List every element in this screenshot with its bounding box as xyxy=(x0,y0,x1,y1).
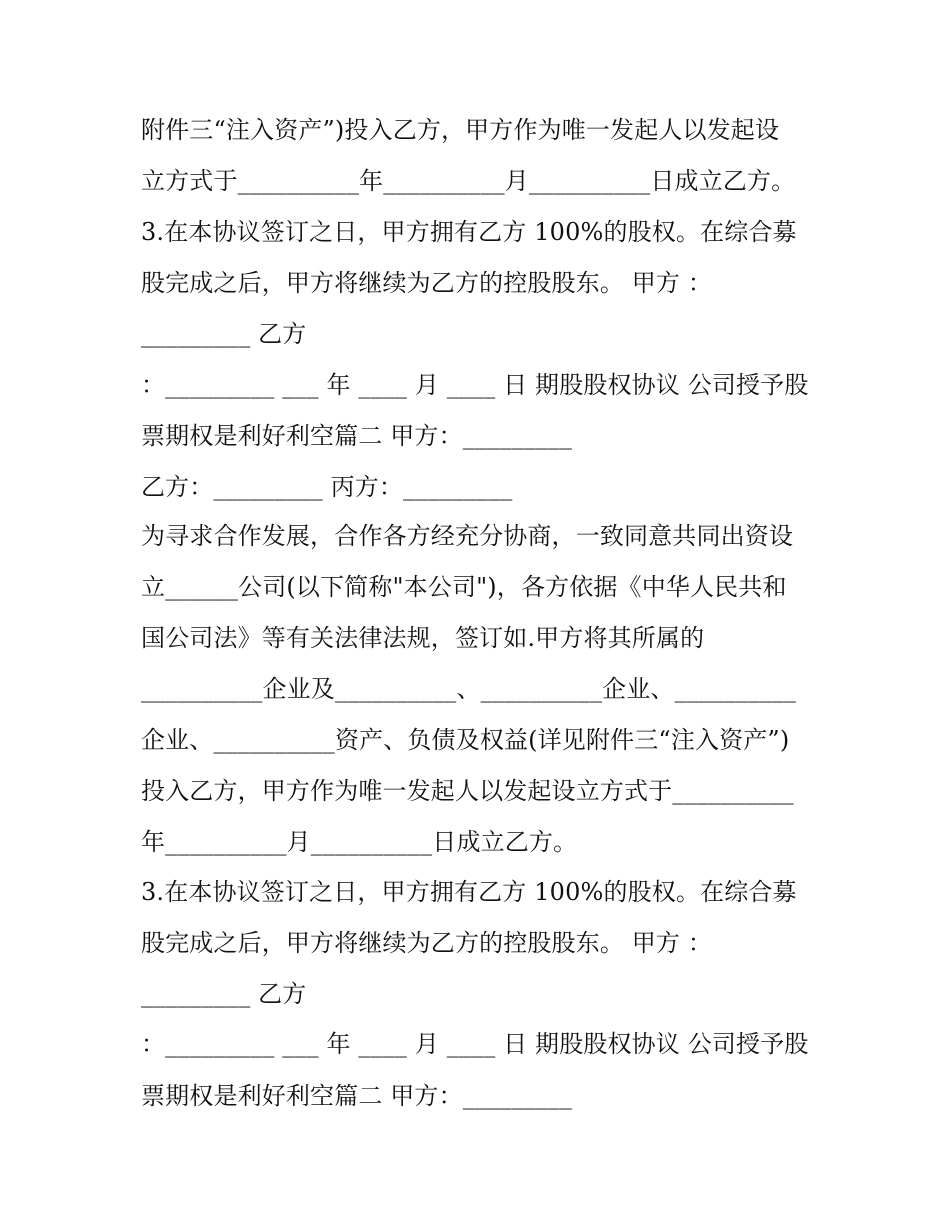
text-line: 票期权是利好利空篇二 甲方：_________ xyxy=(141,422,573,450)
text-line: 企业、__________资产、负债及权益(详见附件三“注入资产”) xyxy=(141,726,790,754)
text-line: 乙方：_________ 丙方：_________ xyxy=(141,473,513,501)
text-line: 为寻求合作发展，合作各方经充分协商，一致同意共同出资设 xyxy=(141,522,794,550)
text-line: ：_________ ___ 年 ____ 月 ____ 日 期股股权协议 公司授予股 xyxy=(141,371,809,399)
text-line: _________ 乙方 xyxy=(141,980,307,1008)
text-line: 立______公司(以下简称"本公司")，各方依据《中华人民共和 xyxy=(141,573,787,601)
text-line: 附件三“注入资产”)投入乙方，甲方作为唯一发起人以发起设 xyxy=(141,116,780,144)
text-line: 票期权是利好利空篇二 甲方：_________ xyxy=(141,1082,573,1110)
text-line: 股完成之后，甲方将继续为乙方的控股股东。 甲方 ： xyxy=(141,929,713,957)
text-line: 股完成之后，甲方将继续为乙方的控股股东。 甲方 ： xyxy=(141,269,713,297)
text-line: 年__________月__________日成立乙方。 xyxy=(141,828,578,856)
text-line: 3.在本协议签订之日，甲方拥有乙方 100%的股权。在综合募 xyxy=(141,878,797,906)
text-line: __________企业及__________、__________企业、__________ xyxy=(141,675,797,703)
text-line: 投入乙方，甲方作为唯一发起人以发起设立方式于__________ xyxy=(141,777,794,805)
text-line: ：_________ ___ 年 ____ 月 ____ 日 期股股权协议 公司授予股 xyxy=(141,1030,809,1058)
text-line: 3.在本协议签订之日，甲方拥有乙方 100%的股权。在综合募 xyxy=(141,218,797,246)
text-line: _________ 乙方 xyxy=(141,320,307,348)
text-line: 立方式于__________年__________月__________日成立乙方。 xyxy=(141,167,796,195)
text-line: 国公司法》等有关法律法规，签订如.甲方将其所属的 xyxy=(141,624,705,652)
